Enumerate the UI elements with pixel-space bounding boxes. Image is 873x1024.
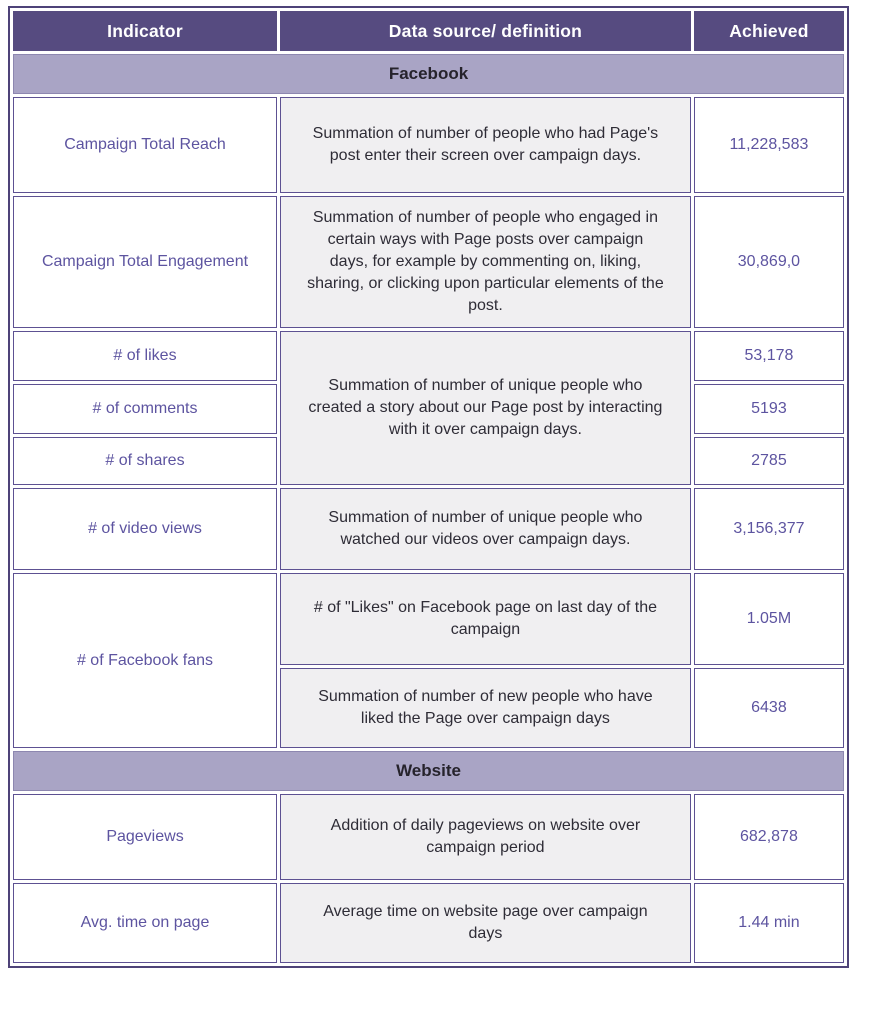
table-row [13,331,844,381]
achieved-cell: 6438 [694,668,844,748]
indicator-cell: Avg. time on page [13,883,277,963]
definition-cell: Average time on website page over campaign days [280,883,691,963]
col-header-definition: Data source/ definition [280,11,691,51]
section-header-website: Website [13,751,844,791]
definition-cell: Summation of number of unique people who watched our videos over campaign days. [280,488,691,570]
indicator-cell: Campaign Total Engagement [13,196,277,328]
achieved-cell: 30,869,0 [694,196,844,328]
achieved-cell: 11,228,583 [694,97,844,193]
achieved-cell: 5193 [694,384,844,434]
definition-cell: # of "Likes" on Facebook page on last day of the campaign [280,573,691,665]
table-header-row [13,11,844,51]
indicator-cell: Pageviews [13,794,277,880]
indicator-cell: # of comments [13,384,277,434]
section-header-facebook: Facebook [13,54,844,94]
achieved-cell: 3,156,377 [694,488,844,570]
achieved-cell: 1.05M [694,573,844,665]
table-row [13,794,844,880]
col-header-achieved: Achieved [694,11,844,51]
achieved-cell: 2785 [694,437,844,485]
achieved-cell: 1.44 min [694,883,844,963]
table-row [13,196,844,328]
definition-cell: Summation of number of people who engaged in certain ways with Page posts over campaign days, for example by commenting on, liking, sharing, or clicking upon particular elements of the post. [280,196,691,328]
indicator-cell: Campaign Total Reach [13,97,277,193]
definition-cell: Summation of number of new people who have liked the Page over campaign days [280,668,691,748]
table-row [13,488,844,570]
table-row [13,97,844,193]
definition-cell: Addition of daily pageviews on website over campaign period [280,794,691,880]
section-row-website [13,751,844,791]
indicator-cell: # of shares [13,437,277,485]
indicator-cell-merged: # of Facebook fans [13,573,277,748]
section-row-facebook [13,54,844,94]
achieved-cell: 53,178 [694,331,844,381]
col-header-indicator: Indicator [13,11,277,51]
metrics-table [8,6,849,968]
metrics-table-grid [10,8,847,966]
definition-cell-merged: Summation of number of unique people who created a story about our Page post by interacting with it over campaign days. [280,331,691,485]
indicator-cell: # of video views [13,488,277,570]
table-row [13,883,844,963]
table-row [13,573,844,665]
definition-cell: Summation of number of people who had Page's post enter their screen over campaign days. [280,97,691,193]
indicator-cell: # of likes [13,331,277,381]
achieved-cell: 682,878 [694,794,844,880]
